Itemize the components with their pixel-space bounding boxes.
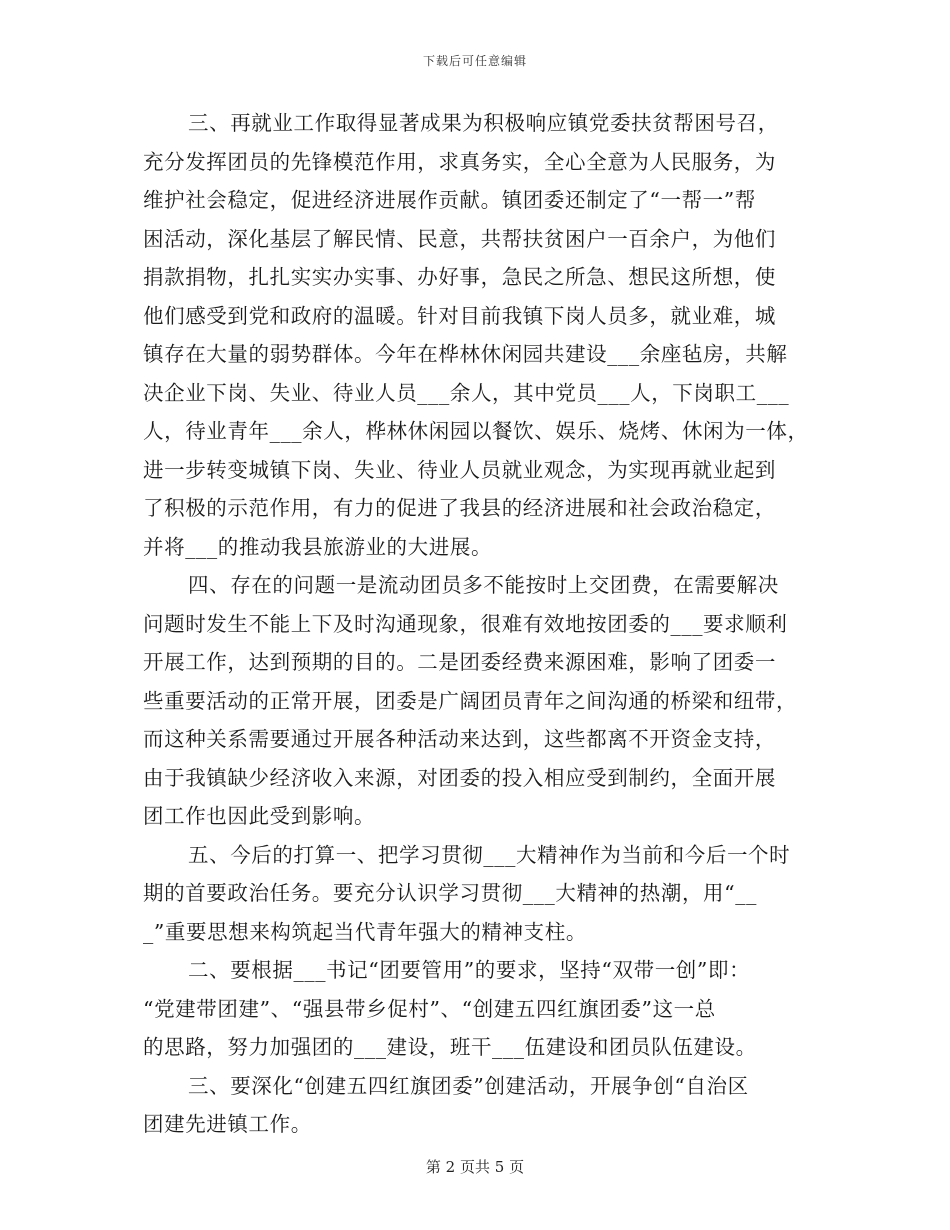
text-line: 决企业下岗、失业、待业人员___余人，其中党员___人，下岗职工___ bbox=[143, 380, 790, 405]
paragraph-3 bbox=[143, 104, 815, 566]
text-line: 团建先进镇工作。 bbox=[143, 1112, 312, 1136]
text-line: 充分发挥团员的先锋模范作用，求真务实，全心全意为人民服务，为 bbox=[143, 149, 776, 174]
text-line: 三、要深化“创建五四红旗团委”创建活动，开展争创“自治区 bbox=[188, 1073, 749, 1098]
page-header: 下载后可任意编辑 bbox=[422, 54, 527, 68]
paragraph-5-3 bbox=[143, 1067, 815, 1144]
text-line: 五、今后的打算一、把学习贯彻___大精神作为当前和今后一个时 bbox=[188, 842, 791, 867]
page-number: 第 2 页共 5 页 bbox=[425, 1158, 525, 1176]
text-line: 并将___的推动我县旅游业的大进展。 bbox=[143, 534, 493, 559]
text-line: 进一步转变城镇下岗、失业、待业人员就业观念，为实现再就业起到 bbox=[143, 457, 776, 482]
text-line: 团工作也因此受到影响。 bbox=[143, 804, 376, 828]
text-line: 问题时发生不能上下及时沟通现象，很难有效地按团委的___要求顺利 bbox=[143, 611, 788, 636]
text-line: 二、要根据___书记“团要管用”的要求，坚持“双带一创”即： bbox=[188, 958, 751, 982]
text-line: 人，待业青年___余人，桦林休闲园以餐饮、娱乐、烧烤、休闲为一体， bbox=[143, 419, 809, 443]
text-line: 四、存在的问题一是流动团员多不能按时上交团费，在需要解决 bbox=[188, 573, 779, 597]
text-line: 镇存在大量的弱势群体。今年在桦林休闲园共建设___余座毡房，共解 bbox=[143, 342, 788, 366]
text-line: 的思路，努力加强团的___建设，班干___伍建设和团员队伍建设。 bbox=[143, 1035, 757, 1059]
text-line: _”重要思想来构筑起当代青年强大的精神支柱。 bbox=[143, 919, 587, 944]
text-line: 了积极的示范作用，有力的促进了我县的经济进展和社会政治稳定， bbox=[143, 496, 776, 520]
paragraph-5 bbox=[143, 836, 815, 952]
text-line: 开展工作，达到预期的目的。二是团委经费来源困难，影响了团委一 bbox=[143, 650, 776, 674]
text-line: 三、再就业工作取得显著成果为积极响应镇党委扶贫帮困号召， bbox=[188, 111, 779, 135]
text-line: 他们感受到党和政府的温暖。针对目前我镇下岗人员多，就业难，城 bbox=[143, 303, 776, 328]
text-line: 期的首要政治任务。要充分认识学习贯彻___大精神的热潮，用“__ bbox=[143, 881, 757, 905]
paragraph-5-2 bbox=[143, 951, 815, 1067]
text-line: 而这种关系需要通过开展各种活动来达到，这些都离不开资金支持， bbox=[143, 727, 776, 751]
text-line: 由于我镇缺少经济收入来源，对团委的投入相应受到制约，全面开展 bbox=[143, 765, 776, 790]
text-line: 维护社会稳定，促进经济进展作贡献。镇团委还制定了“一帮一”帮 bbox=[143, 188, 756, 212]
text-line: “党建带团建”、“强县带乡促村”、“创建五四红旗团委”这一总 bbox=[143, 996, 716, 1021]
text-line: 捐款捐物，扎扎实实办实事、办好事，急民之所急、想民这所想，使 bbox=[143, 265, 776, 289]
text-line: 困活动，深化基层了解民情、民意，共帮扶贫困户一百余户，为他们 bbox=[143, 226, 776, 251]
paragraph-4 bbox=[143, 566, 815, 836]
document-body bbox=[143, 104, 815, 1144]
text-line: 些重要活动的正常开展，团委是广阔团员青年之间沟通的桥梁和纽带， bbox=[143, 688, 798, 713]
